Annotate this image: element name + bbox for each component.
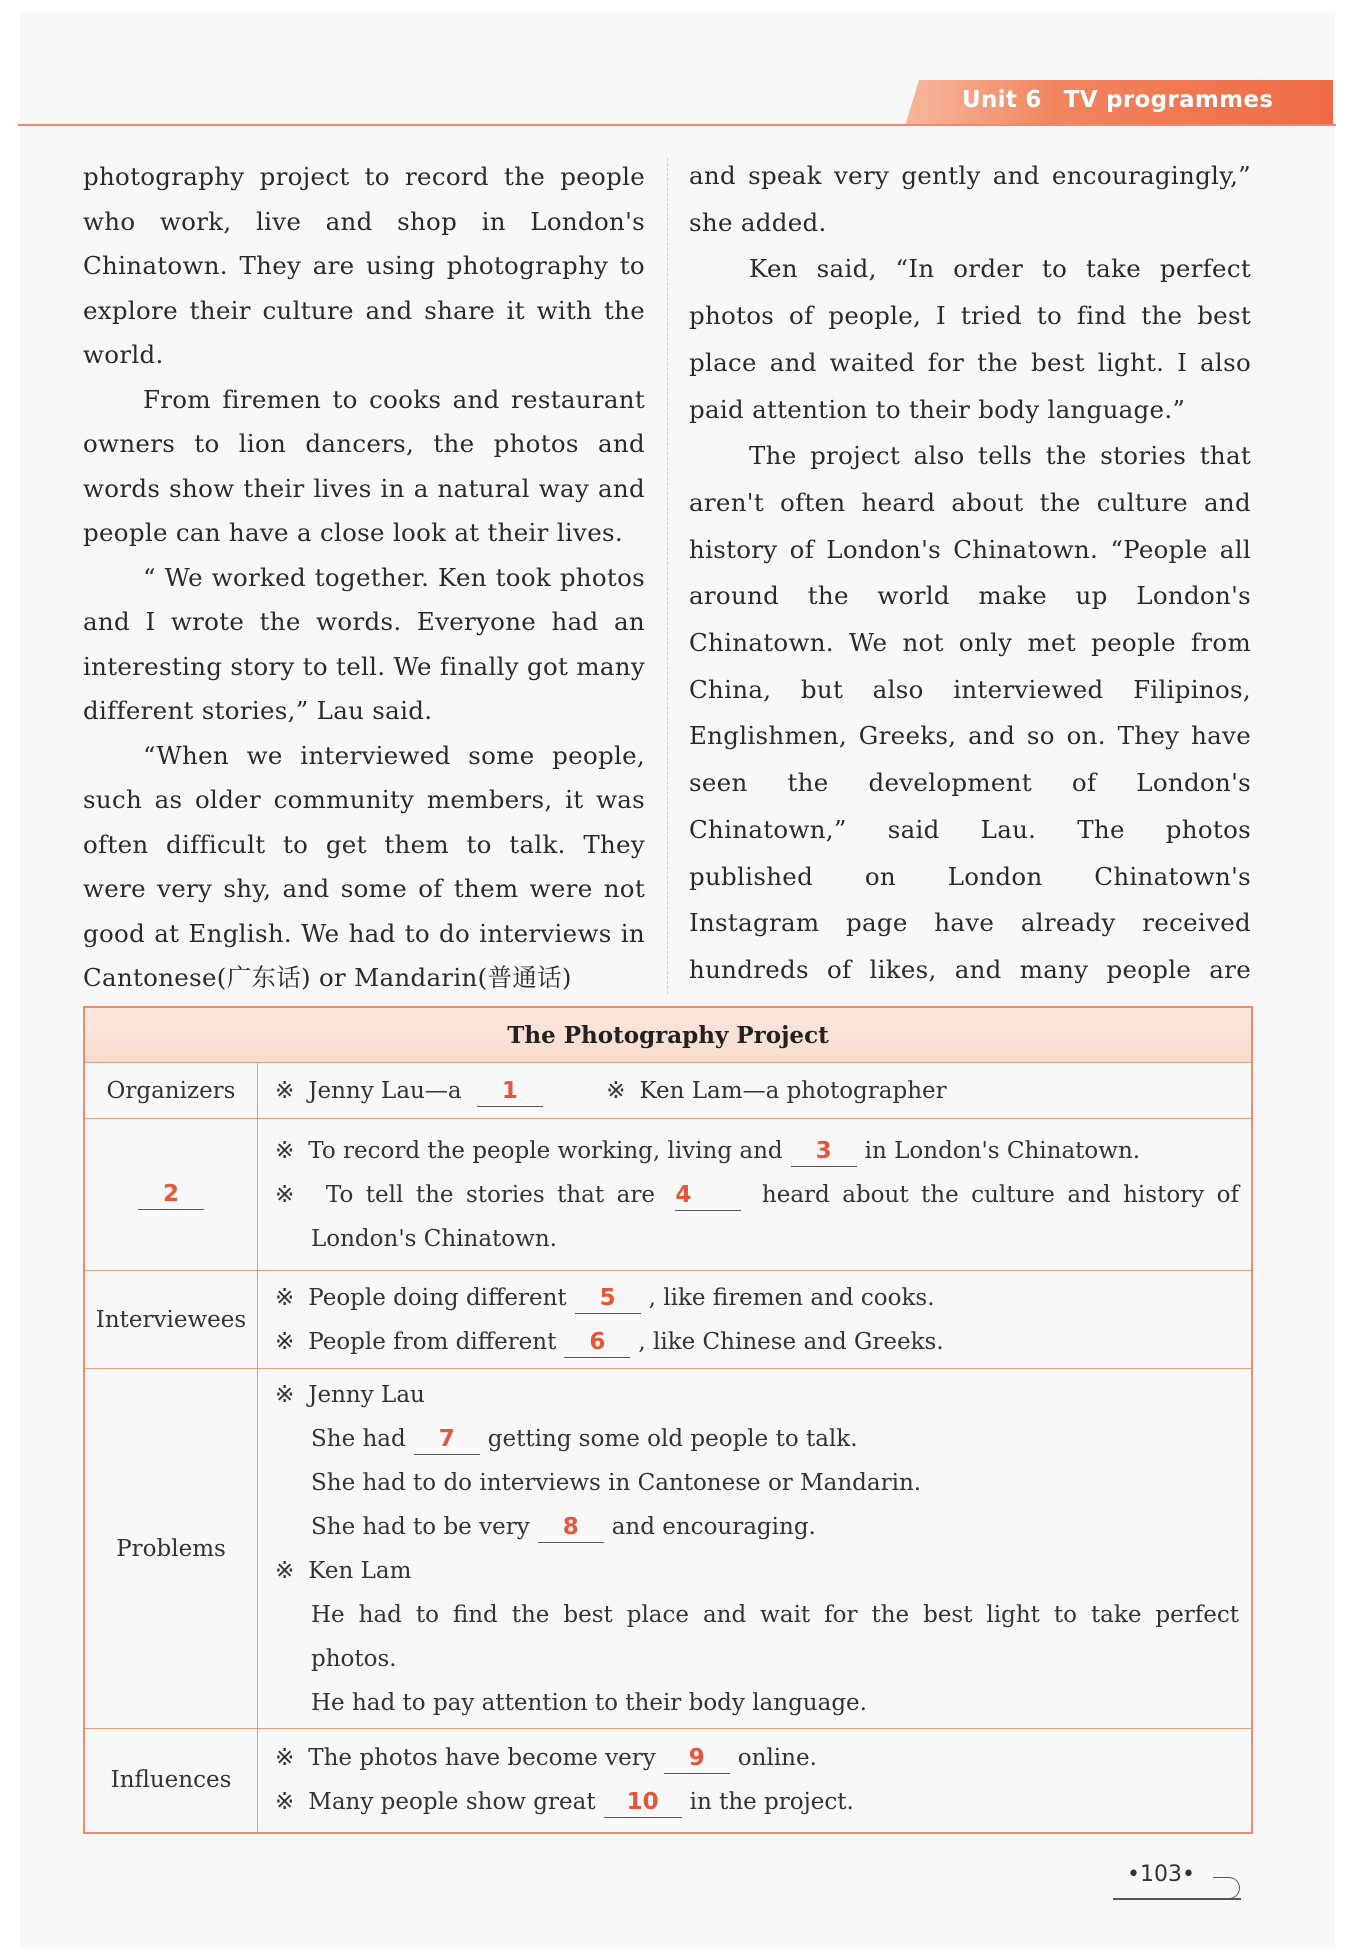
paragraph: “When we interviewed some people, such as older community members, it was often difficult to get them to talk. They were very shy, and some of them were not good at English. We had to do interviews in Cantonese(广东话) or Mandarin(普通话) (83, 740, 645, 992)
photography-project-table (83, 1006, 1253, 1834)
table-row (84, 1729, 1252, 1833)
blank-1[interactable]: 1 (477, 1076, 543, 1107)
paragraph: photography project to record the people who work, live and shop in London's Chinatown. They are using photography to explore their culture and share it with the world. (83, 162, 645, 369)
page-number: •103• (1127, 1862, 1195, 1887)
blank-10[interactable]: 10 (604, 1787, 682, 1818)
table-row (84, 1119, 1252, 1271)
row-label-influences: Influences (84, 1729, 258, 1833)
paragraph: From firemen to cooks and restaurant owners to lion dancers, the photos and words show their lives in a natural way and people can have a close look at their lives. (83, 384, 645, 547)
left-text-column (83, 155, 645, 1001)
blank-6[interactable]: 6 (564, 1327, 630, 1358)
blank-5[interactable]: 5 (575, 1283, 641, 1314)
row-label-purpose (84, 1119, 258, 1271)
page-corner-curl-icon (1213, 1877, 1240, 1899)
table-title: The Photography Project (84, 1007, 1252, 1063)
blank-9[interactable]: 9 (664, 1743, 730, 1774)
problems-content: ※ Jenny Lau She had 7 getting some old people to talk. She had to do interviews in Cantonese or Mandarin. She had to be very 8 and encouraging. ※ Ken Lam He had to find the best place and wait for the best light to take perfect photos. He had to pay attention to their body language. (258, 1369, 1253, 1729)
right-text-column (689, 153, 1251, 1040)
column-divider (667, 158, 669, 994)
interviewees-content: ※ People doing different 5 , like firemen and cooks. ※ People from different 6 , like Chinese and Greeks. (258, 1271, 1253, 1369)
unit-title: TV programmes (1063, 87, 1274, 113)
table-row (84, 1271, 1252, 1369)
unit-header (962, 87, 1273, 113)
row-label-interviewees: Interviewees (84, 1271, 258, 1369)
blank-3[interactable]: 3 (791, 1136, 857, 1167)
table-row (84, 1369, 1252, 1729)
purpose-content: ※ To record the people working, living and 3 in London's Chinatown. ※ To tell the stories that are 4 heard about the culture and history of London's Chinatown. (258, 1119, 1253, 1271)
row-label-organizers: Organizers (84, 1063, 258, 1119)
header-rule (18, 124, 1336, 126)
blank-4[interactable]: 4 (675, 1180, 741, 1211)
paragraph: “ We worked together. Ken took photos and I wrote the words. Everyone had an interesting story to tell. We finally got many different stories,” Lau said. (83, 562, 645, 725)
organizers-content: ※ Jenny Lau—a 1 ※ Ken Lam—a photographer (258, 1063, 1253, 1119)
unit-number: Unit 6 (962, 87, 1042, 113)
influences-content: ※ The photos have become very 9 online. ※ Many people show great 10 in the project. (258, 1729, 1253, 1833)
blank-7[interactable]: 7 (414, 1424, 480, 1455)
table-row (84, 1063, 1252, 1119)
blank-8[interactable]: 8 (538, 1512, 604, 1543)
paragraph: The project also tells the stories that aren't often heard about the culture and history of London's Chinatown. “People all around the world make up London's Chinatown. We not only met people from China, but also interviewed Filipinos, Englishmen, Greeks, and so on. They have seen the development of London's Chinatown,” said Lau. The photos published on London Chinatown's Instagram page have already received hundreds of likes, and many people are (689, 441, 1251, 984)
paragraph: and speak very gently and encouragingly,” she added. (689, 161, 1251, 237)
paragraph: Ken said, “In order to take perfect photos of people, I tried to find the best place and waited for the best light. I also paid attention to their body language.” (689, 254, 1251, 424)
blank-2[interactable]: 2 (138, 1179, 204, 1210)
row-label-problems: Problems (84, 1369, 258, 1729)
